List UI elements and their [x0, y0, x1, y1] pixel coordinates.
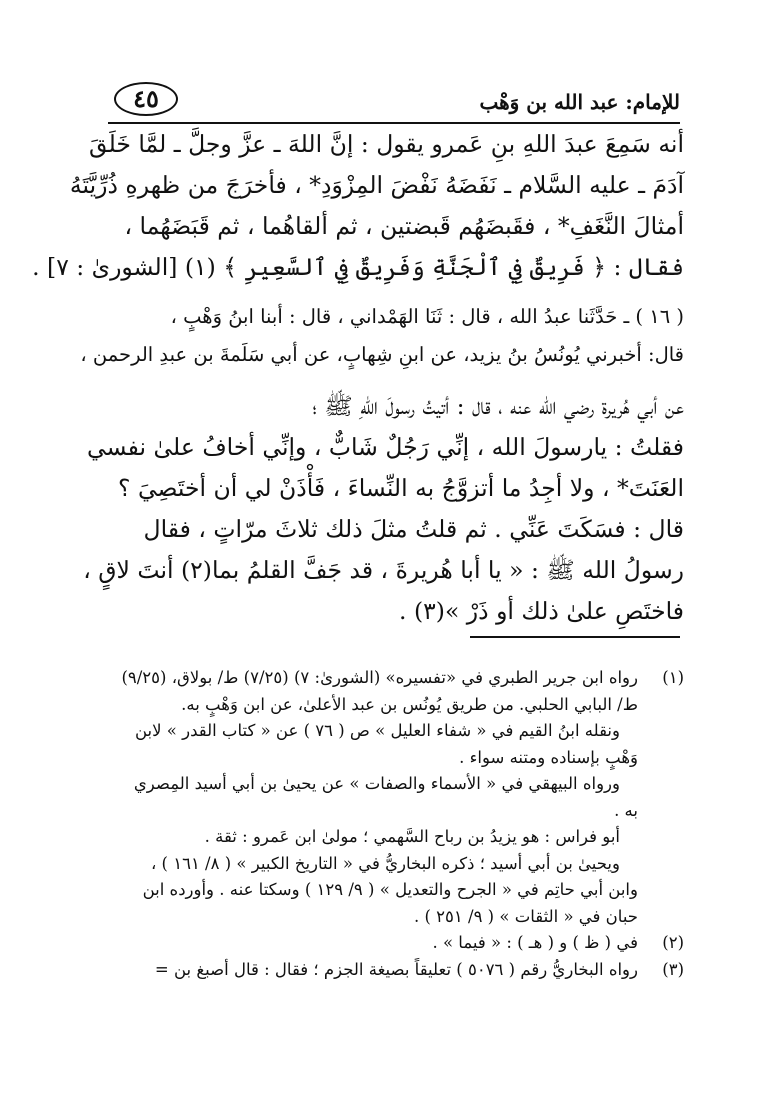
footnote-line: ويحيىٰ بن أبي أسيد ؛ ذكره البخاريُّ في « التاريخ الكبير » ( ٨/ ١٦١ ) ،: [150, 853, 620, 873]
footnote-line-row: [84, 877, 684, 904]
text-line: رسولُ الله ﷺ : « يا أبا هُريرةَ ، قد جَفَّ القلمُ بما(٢) أنتَ لاقٍ ،: [83, 556, 684, 584]
footnote-line: في ( ظ ) و ( هـ ) : « فيما » .: [432, 933, 638, 952]
footnote-number: (٢): [662, 933, 684, 952]
text-line: قال : فسَكَتَ عَنِّي . ثم قلتُ مثلَ ذلك ثلاثَ مرّاتٍ ، فقال: [143, 515, 684, 543]
text-line: آدَمَ ـ عليه السَّلام ـ نَفَضَهُ نَفْضَ المِزْوَدِ* ، فأخرَجَ من ظهرهِ ذُرِّيَّتَهُ: [69, 171, 684, 199]
footnote-line: رواه ابن جرير الطبري في «تفسيره» (الشورىٰ: ٧) (٧/٢٥) ط/ بولاق، (٩/٢٥): [121, 668, 638, 687]
text-line: ( ١٦ ) ـ حَدَّثَنا عبدُ الله ، قال : ثَنَا الهَمْداني ، قال : أبنا ابنُ وَهْبٍ ،: [170, 305, 684, 328]
footnote-line: به .: [614, 800, 638, 820]
footnote-line: ونقله ابنُ القيم في « شفاء العليل » ص ( ٧٦ ) عن « كتاب القدر » لابن: [134, 721, 620, 740]
text-line: عن أبي هُريرة رضي الله عنه ، قال : أتيتُ رسولَ اللهِ ﷺ ؛: [312, 392, 684, 420]
footnote-line-row: [84, 771, 684, 798]
text-line: فقلتُ : يارسولَ الله ، إنِّي رَجُلٌ شَابٌّ ، وإنِّي أخافُ علىٰ نفسي: [87, 433, 684, 461]
footnote-line-row: [84, 824, 684, 851]
hadith-text-paragraph: [32, 124, 684, 288]
text-line: قال: أخبرني يُونُسُ بنُ يزيد، عن ابنِ شِهابٍ، عن أبي سَلَمةَ بن عبدِ الرحمن ،: [80, 343, 684, 366]
footnote-line-row: [84, 851, 684, 878]
footnote-number: (١): [662, 668, 684, 687]
text-line: أنه سَمِعَ عبدَ اللهِ بنِ عَمرو يقول : إنَّ اللهَ ـ عزَّ وجلَّ ـ لمَّا خَلَقَ: [88, 130, 684, 158]
footnote-line: أبو فراس : هو يزيدُ بن رباح السَّهمي ؛ مولىٰ ابن عَمرو : ثقة .: [204, 827, 620, 846]
footnote-line: رواه البخاريُّ رقم ( ٥٠٧٦ ) تعليقاً بصيغة الجزم ؛ فقال : قال أصبغ بن =: [154, 959, 638, 979]
text-line: فاختَصِ علىٰ ذلك أو ذَرْ »(٣) .: [399, 597, 684, 625]
page-header: [108, 86, 680, 124]
text-line: العَنَتَ* ، ولا أجِدُ ما أتزوَّجُ به النِّساءَ ، فَأْذَنْ لي أن أختَصِيَ ؟: [118, 474, 684, 502]
footnotes: [84, 665, 684, 983]
footnote-2: [84, 930, 684, 957]
footnote-line-row: [84, 798, 684, 825]
footnote-divider: [470, 636, 680, 638]
running-head: للإمام: عبد الله بن وَهْب: [479, 90, 680, 114]
page-number: ٤٥: [114, 82, 178, 116]
isnad-paragraph: [80, 298, 684, 374]
footnote-line: وَهْبٍ بإسناده ومتنه سواء .: [459, 747, 638, 767]
footnote-3: [84, 957, 684, 984]
footnote-line: ورواه البيهقي في « الأسماء والصفات » عن يحيىٰ بن أبي أسيد المِصري: [133, 774, 620, 793]
footnote-line: وابن أبي حاتِم في « الجرح والتعديل » ( ٩/ ١٢٩ ) وسكتا عنه . وأورده ابن: [142, 880, 638, 899]
matn-paragraph: [84, 386, 684, 632]
text-line: فقال : ﴿ فَرِيقٌ فِي ٱلْجَنَّةِ وَفَرِيقٌ فِي ٱلسَّعِيرِ ﴾ (١) [الشورىٰ : ٧] .: [32, 253, 684, 281]
footnote-line-row: [84, 692, 684, 719]
footnote-line: ط/ البابي الحلبي. من طريق يُونُس بن عبد الأعلىٰ، عن ابن وَهْبٍ به.: [181, 694, 638, 714]
footnote-line: حبان في « الثقات » ( ٩/ ٢٥١ ) .: [413, 906, 638, 926]
footnote-number: (٣): [662, 959, 684, 979]
footnote-1: [84, 665, 684, 692]
footnote-line-row: [84, 904, 684, 931]
footnote-line-row: [84, 745, 684, 772]
text-line: أمثالَ النَّغَفِ* ، فقَبضَهُم قَبضتين ، ثم ألقاهُما ، ثم قَبَضَهُما ،: [124, 212, 684, 240]
footnote-line-row: [84, 718, 684, 745]
